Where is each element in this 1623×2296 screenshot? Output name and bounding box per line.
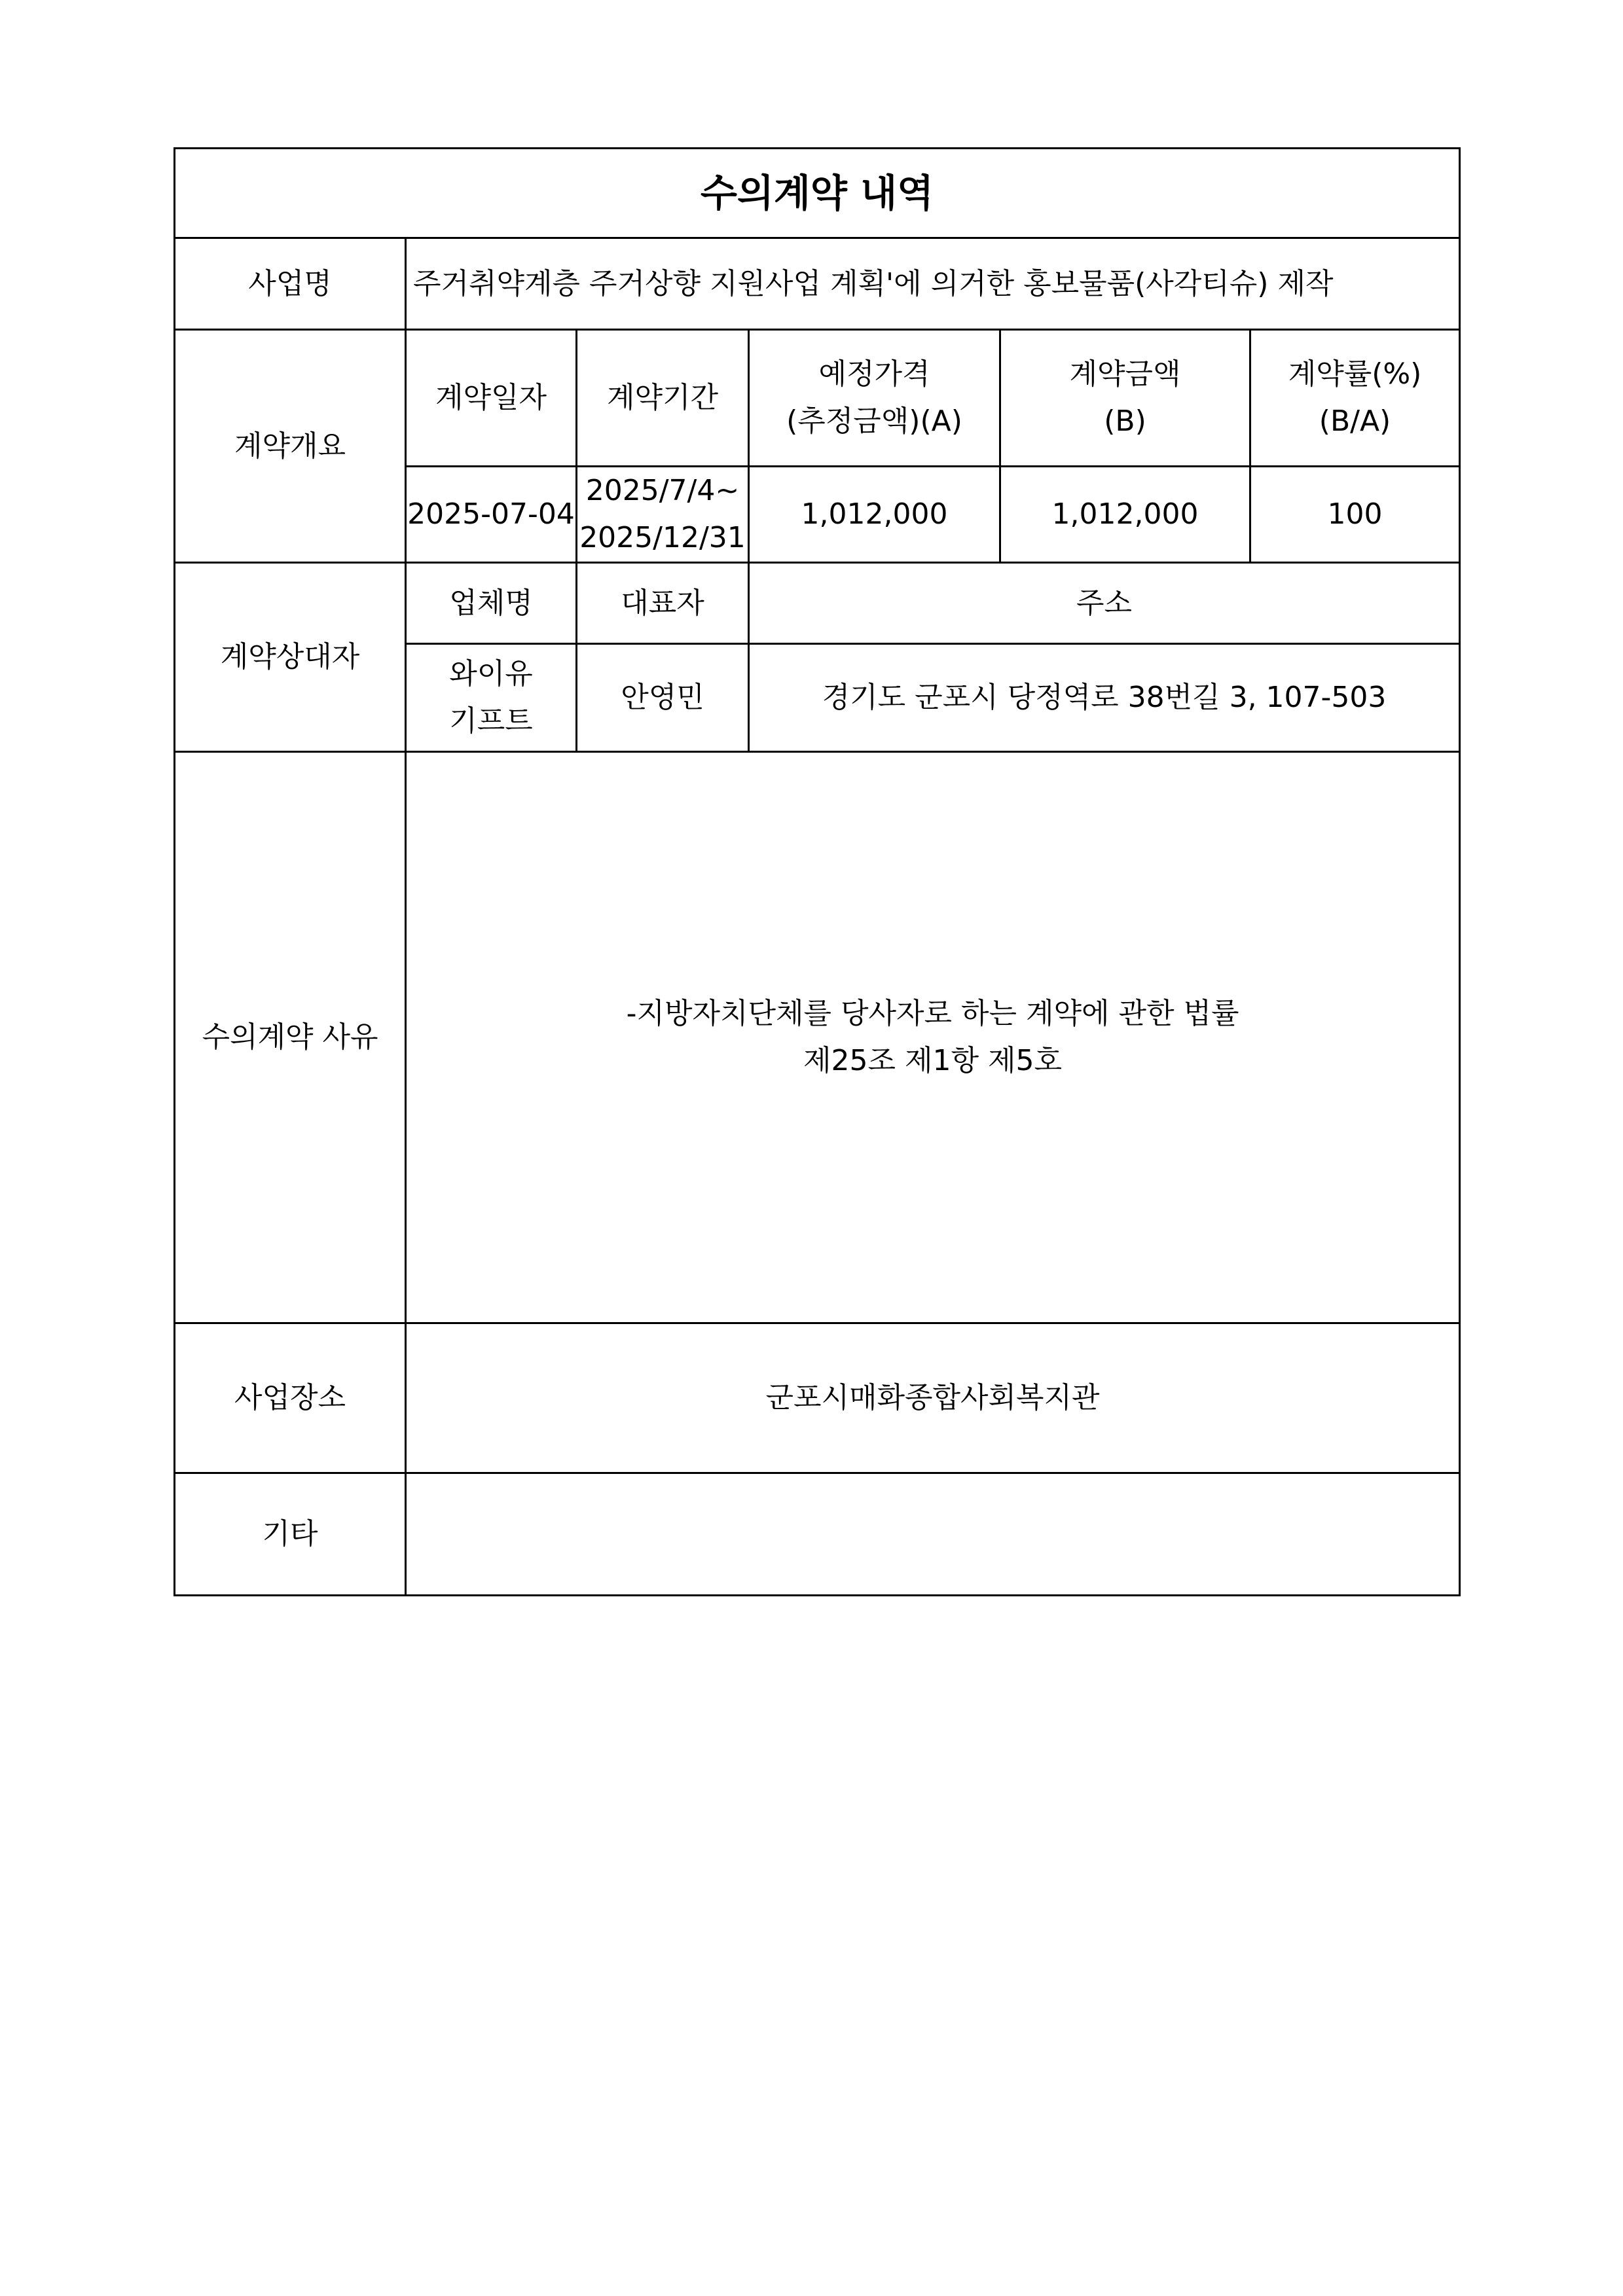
contract-period-start: 2025/7/4~ [585, 474, 740, 507]
contract-rate-header [1250, 330, 1460, 467]
reason-row [175, 752, 1460, 1323]
project-name-row [175, 238, 1460, 330]
contract-date-header: 계약일자 [406, 330, 577, 467]
reason-value [406, 752, 1460, 1323]
representative-header: 대표자 [577, 563, 749, 644]
counterparty-label: 계약상대자 [175, 563, 406, 752]
etc-value [406, 1473, 1460, 1596]
etc-row [175, 1473, 1460, 1596]
project-name-label: 사업명 [175, 238, 406, 330]
contract-rate-value: 100 [1250, 467, 1460, 563]
contract-period-end: 2025/12/31 [579, 521, 746, 554]
contract-period-value [577, 467, 749, 563]
representative-value: 안영민 [577, 644, 749, 752]
overview-header-row [175, 330, 1460, 467]
company-header: 업체명 [406, 563, 577, 644]
etc-label: 기타 [175, 1473, 406, 1596]
estimated-price-header [749, 330, 1000, 467]
title-row [175, 149, 1460, 238]
reason-line2: 제25조 제1항 제5호 [803, 1044, 1062, 1077]
project-name-value: 주거취약계층 주거상향 지원사업 계획'에 의거한 홍보물품(사각티슈) 제작 [406, 238, 1460, 330]
company-value-line2: 기프트 [449, 704, 533, 738]
contract-date-value: 2025-07-04 [406, 467, 577, 563]
reason-line1: -지방자치단체를 당사자로 하는 계약에 관한 법률 [626, 997, 1239, 1030]
contract-details-table [173, 147, 1461, 1596]
estimated-price-value: 1,012,000 [749, 467, 1000, 563]
location-label: 사업장소 [175, 1323, 406, 1473]
contract-period-header: 계약기간 [577, 330, 749, 467]
estimated-price-header-line1: 예정가격 [818, 357, 930, 391]
document-title: 수의계약 내역 [175, 149, 1460, 238]
contract-rate-header-line2: (B/A) [1319, 404, 1391, 438]
location-row [175, 1323, 1460, 1473]
company-value-line1: 와이유 [449, 657, 533, 691]
contract-amount-header-line2: (B) [1104, 404, 1146, 438]
location-value: 군포시매화종합사회복지관 [406, 1323, 1460, 1473]
address-header: 주소 [749, 563, 1460, 644]
contract-amount-value: 1,012,000 [1000, 467, 1250, 563]
overview-label: 계약개요 [175, 330, 406, 563]
estimated-price-header-line2: (추정금액)(A) [786, 404, 962, 438]
address-value: 경기도 군포시 당정역로 38번길 3, 107-503 [749, 644, 1460, 752]
counterparty-header-row [175, 563, 1460, 644]
reason-label: 수의계약 사유 [175, 752, 406, 1323]
contract-amount-header [1000, 330, 1250, 467]
contract-rate-header-line1: 계약률(%) [1288, 357, 1422, 391]
company-value [406, 644, 577, 752]
contract-amount-header-line1: 계약금액 [1069, 357, 1181, 391]
